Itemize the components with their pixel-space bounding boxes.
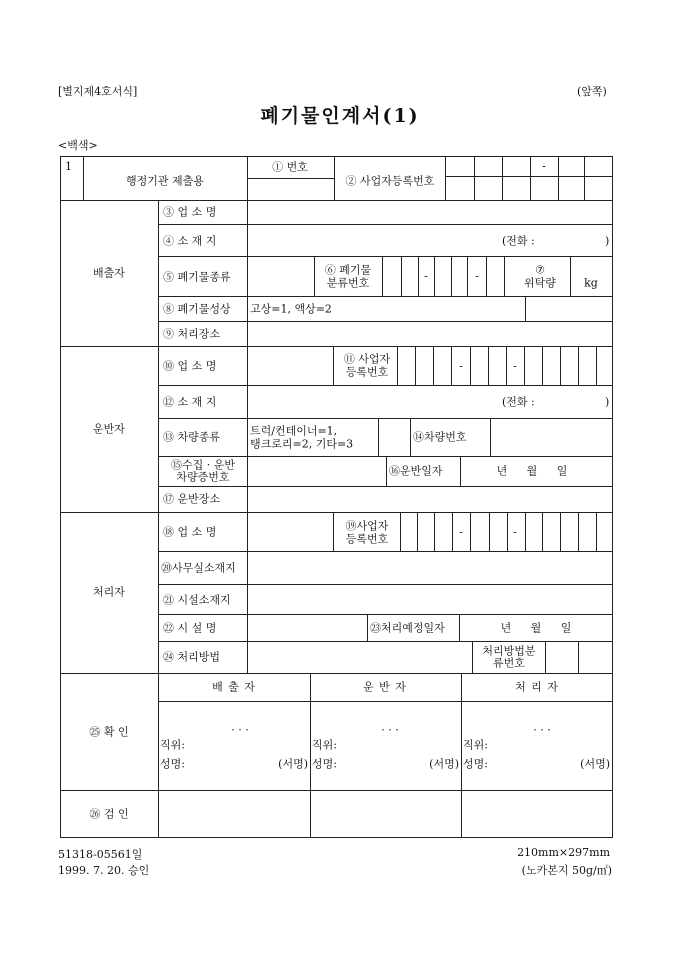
- permit-label-1: ⑮수집 · 운반: [171, 458, 235, 472]
- position-label: 직위:: [312, 738, 337, 752]
- transporter-business-name-label: ⑩ 업 소 명: [163, 359, 217, 373]
- confirm-label: ㉕ 확 인: [89, 725, 129, 739]
- waste-code-label-2: 분류번호: [326, 276, 370, 290]
- number-label: ① 번호: [272, 160, 308, 174]
- discharger-business-name-label: ③ 업 소 명: [163, 205, 217, 219]
- sign-label: (서명): [278, 757, 308, 771]
- treatment-place-label: ⑨ 처리장소: [163, 327, 221, 341]
- unit-kg: kg: [584, 276, 598, 290]
- name-label: 성명:: [160, 757, 185, 771]
- discharger-phone-close: ): [605, 234, 610, 248]
- form-number: [별지제4호서식]: [58, 85, 138, 98]
- position-label: 직위:: [463, 738, 488, 752]
- transporter-reg-label-1: ⑪ 사업자: [343, 352, 391, 366]
- method-code-label-1: 처리방법분: [482, 644, 536, 658]
- footer-approval: 1999. 7. 20. 승인: [58, 864, 150, 877]
- processor-reg-label-2: 등록번호: [345, 532, 389, 546]
- planned-date-label: ㉓처리예정일자: [370, 621, 445, 635]
- paper-color: <백색>: [58, 139, 98, 152]
- usage-label: 행정기관 제출용: [126, 174, 204, 188]
- transport-place-label: ⑰ 운반장소: [163, 492, 221, 506]
- dash: -: [513, 525, 517, 539]
- transporter-phone-close: ): [605, 395, 610, 409]
- copy-number: 1: [65, 160, 72, 173]
- section-transporter: 운반자: [93, 422, 125, 436]
- facility-address-label: ㉑ 시설소재지: [163, 593, 231, 607]
- transport-date-ymd: 년 월 일: [496, 464, 568, 478]
- office-address-label: ⑳사무실소재지: [161, 561, 236, 575]
- method-code-label-2: 류번호: [493, 656, 525, 670]
- sign-label: (서명): [580, 757, 610, 771]
- vehicle-type-value-2: 탱크로리=2, 기타=3: [250, 437, 354, 451]
- waste-code-label-1: ⑥ 폐기물: [324, 263, 372, 277]
- page-side: (앞쪽): [577, 85, 607, 98]
- confirm-col-discharger: 배 출 자: [212, 680, 256, 694]
- biz-reg-label: ② 사업자등록번호: [345, 174, 435, 188]
- sign-label: (서명): [429, 757, 459, 771]
- waste-type-label: ⑤ 폐기물종류: [163, 270, 231, 284]
- footer-code: 51318-05561일: [58, 848, 143, 861]
- transporter-reg-label-2: 등록번호: [345, 365, 389, 379]
- position-label: 직위:: [160, 738, 185, 752]
- discharger-address-label: ④ 소 재 지: [163, 234, 217, 248]
- treatment-method-label: ㉔ 처리방법: [163, 650, 221, 664]
- confirm-col-processor: 처 리 자: [515, 680, 559, 694]
- transporter-phone-label: (전화 :: [502, 395, 535, 409]
- vehicle-type-label: ⑬ 차량종류: [163, 430, 221, 444]
- waste-property-label: ⑧ 폐기물성상: [163, 302, 231, 316]
- name-label: 성명:: [312, 757, 337, 771]
- dash: -: [542, 159, 546, 173]
- amount-label-2: 위탁량: [524, 276, 556, 290]
- footer-paper: (노카본지 50g/㎡): [521, 864, 612, 877]
- discharger-phone-label: (전화 :: [502, 234, 535, 248]
- section-processor: 처리자: [93, 585, 125, 599]
- section-discharger: 배출자: [93, 266, 125, 280]
- dash: -: [475, 269, 479, 283]
- date-dots: . . .: [231, 720, 249, 734]
- vehicle-number-label: ⑭차량번호: [413, 430, 467, 444]
- processor-business-name-label: ⑱ 업 소 명: [163, 525, 217, 539]
- waste-property-value: 고상=1, 액상=2: [250, 302, 332, 316]
- inspect-label: ㉖ 검 인: [89, 807, 129, 821]
- confirm-col-transporter: 운 반 자: [363, 680, 407, 694]
- transport-date-label: ⑯운반일자: [389, 464, 443, 478]
- footer-size: 210mm×297mm: [517, 846, 610, 859]
- facility-name-label: ㉒ 시 설 명: [163, 621, 217, 635]
- dash: -: [424, 269, 428, 283]
- permit-label-2: 차량증번호: [176, 470, 230, 484]
- date-dots: . . .: [381, 720, 399, 734]
- dash: -: [459, 525, 463, 539]
- name-label: 성명:: [463, 757, 488, 771]
- planned-date-ymd: 년 월 일: [500, 621, 572, 635]
- processor-reg-label-1: ⑲사업자: [345, 519, 389, 533]
- date-dots: . . .: [533, 720, 551, 734]
- dash: -: [459, 359, 463, 373]
- amount-label-1: ⑦: [535, 263, 545, 277]
- page-title: 폐기물인계서(1): [260, 105, 420, 127]
- dash: -: [513, 359, 517, 373]
- vehicle-type-value-1: 트럭/컨테이너=1,: [250, 424, 338, 438]
- transporter-address-label: ⑫ 소 재 지: [163, 395, 217, 409]
